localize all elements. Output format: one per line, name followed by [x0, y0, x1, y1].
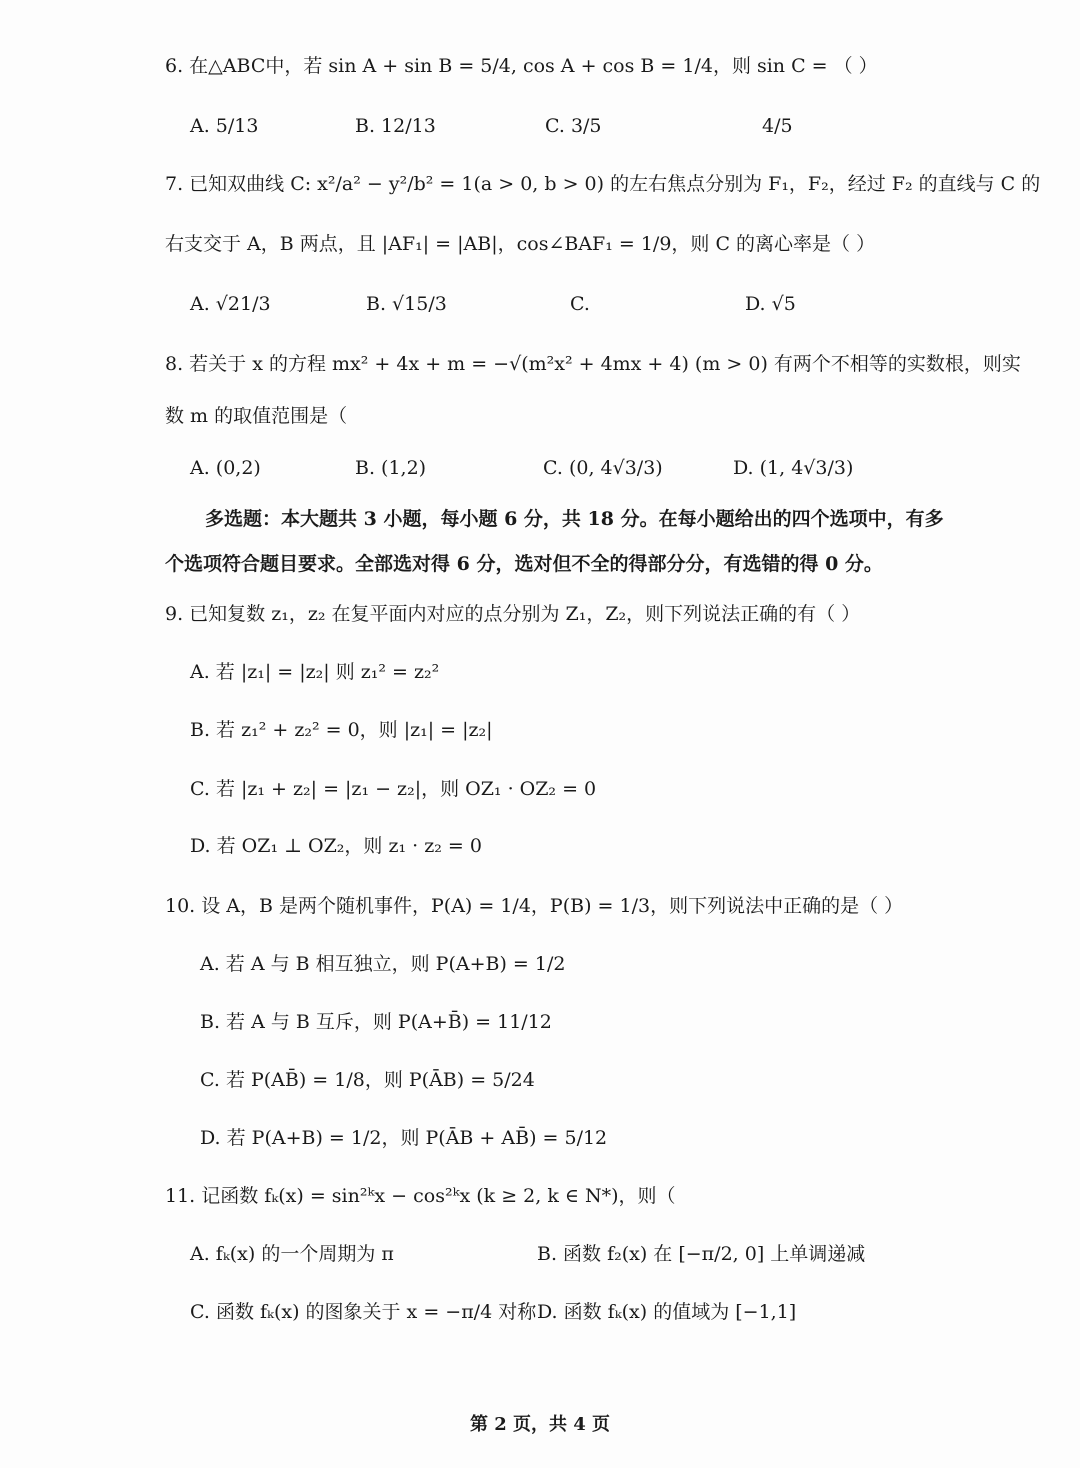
- question-7-stem-line1: 7. 已知双曲线 C: x²/a² − y²/b² = 1(a > 0, b > 0) 的左右焦点分别为 F₁，F₂，经过 F₂ 的直线与 C 的: [165, 173, 1041, 195]
- page-footer: 第 2 页，共 4 页: [469, 1414, 611, 1435]
- question-10-option-b: B. 若 A 与 B 互斥，则 P(A+B̄) = 11/12: [200, 1011, 552, 1033]
- question-6-option-b: B. 12/13: [355, 115, 436, 137]
- question-11-option-c: C. 函数 fₖ(x) 的图象关于 x = −π/4 对称: [190, 1301, 537, 1323]
- question-10-stem: 10. 设 A，B 是两个随机事件，P(A) = 1/4，P(B) = 1/3，则下列说法中正确的是（ ）: [165, 895, 904, 917]
- question-8-option-c: C. (0, 4√3/3): [543, 457, 663, 479]
- question-9-option-c: C. 若 |z₁ + z₂| = |z₁ − z₂|，则 OZ₁ · OZ₂ = 0: [190, 778, 597, 800]
- question-11-option-b: B. 函数 f₂(x) 在 [−π/2, 0] 上单调递减: [537, 1243, 866, 1265]
- question-6-option-d: 4/5: [762, 115, 793, 137]
- question-8-stem-line1: 8. 若关于 x 的方程 mx² + 4x + m = −√(m²x² + 4mx + 4) (m > 0) 有两个不相等的实数根，则实: [165, 353, 1021, 375]
- question-9-stem: 9. 已知复数 z₁，z₂ 在复平面内对应的点分别为 Z₁，Z₂，则下列说法正确的有（ ）: [165, 603, 861, 625]
- question-8-option-a: A. (0,2): [190, 457, 261, 479]
- question-10-option-a: A. 若 A 与 B 相互独立，则 P(A+B) = 1/2: [200, 953, 566, 975]
- section-instruction-line2: 个选项符合题目要求。全部选对得 6 分，选对但不全的得部分分，有选错的得 0 分。: [165, 553, 883, 575]
- question-8-stem-line2: 数 m 的取值范围是（: [165, 405, 348, 427]
- question-6-stem: 6. 在△ABC中，若 sin A + sin B = 5/4, cos A + cos B = 1/4，则 sin C = （ ）: [165, 55, 878, 77]
- question-7-option-c: C.: [570, 293, 590, 315]
- question-7-stem-line2: 右支交于 A，B 两点，且 |AF₁| = |AB|，cos∠BAF₁ = 1/9，则 C 的离心率是（ ）: [165, 233, 876, 255]
- question-7-option-b: B. √15/3: [366, 293, 447, 315]
- section-instruction-line1: 多选题：本大题共 3 小题，每小题 6 分，共 18 分。在每小题给出的四个选项中，有多: [205, 508, 944, 530]
- question-6-option-c: C. 3/5: [545, 115, 602, 137]
- question-10-option-c: C. 若 P(AB̄) = 1/8，则 P(ĀB) = 5/24: [200, 1069, 535, 1091]
- question-11-option-d: D. 函数 fₖ(x) 的值域为 [−1,1]: [537, 1301, 797, 1323]
- question-8-option-d: D. (1, 4√3/3): [733, 457, 854, 479]
- question-10-option-d: D. 若 P(A+B) = 1/2，则 P(ĀB + AB̄) = 5/12: [200, 1127, 608, 1149]
- question-7-option-a: A. √21/3: [190, 293, 271, 315]
- question-9-option-b: B. 若 z₁² + z₂² = 0，则 |z₁| = |z₂|: [190, 719, 493, 741]
- question-11-stem: 11. 记函数 fₖ(x) = sin²ᵏx − cos²ᵏx (k ≥ 2, k ∈ N*)，则（: [165, 1185, 676, 1207]
- question-7-option-d: D. √5: [745, 293, 796, 315]
- question-8-option-b: B. (1,2): [355, 457, 427, 479]
- question-11-option-a: A. fₖ(x) 的一个周期为 π: [190, 1243, 394, 1265]
- question-9-option-a: A. 若 |z₁| = |z₂| 则 z₁² = z₂²: [190, 661, 440, 683]
- question-6-option-a: A. 5/13: [190, 115, 259, 137]
- question-9-option-d: D. 若 OZ₁ ⊥ OZ₂，则 z₁ · z₂ = 0: [190, 835, 482, 857]
